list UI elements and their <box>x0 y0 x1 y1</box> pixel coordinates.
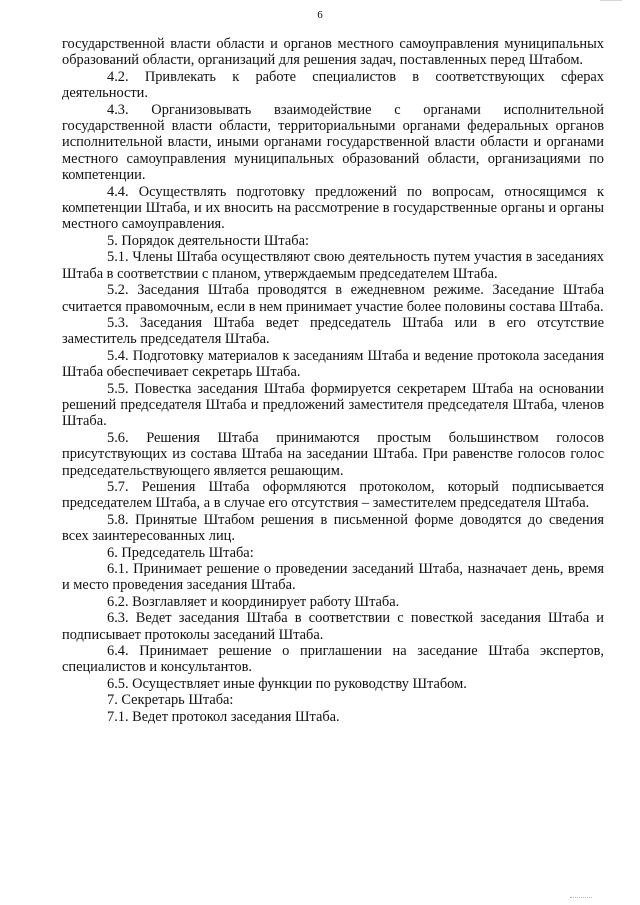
page-number: 6 <box>317 9 323 21</box>
paragraph: 5.2. Заседания Штаба проводятся в ежедневном режиме. Заседание Штаба считается правомочным, если в нем принимает участие более половины состава Штаба. <box>62 282 604 315</box>
paragraph: 5.5. Повестка заседания Штаба формируется секретарем Штаба на основании решений председателя Штаба и предложений заместителя председателя Штаба, членов Штаба. <box>62 380 604 430</box>
paragraph: 5.7. Решения Штаба оформляются протоколом, который подписывается председателем Штаба, а в случае его отсутствия – заместителем председателя Штаба. <box>62 478 604 512</box>
paragraph: 5. Порядок деятельности Штаба: <box>107 232 309 249</box>
paragraph: 6.4. Принимает решение о приглашении на заседание Штаба экспертов, специалистов и консультантов. <box>62 643 604 676</box>
paragraph: 6.2. Возглавляет и координирует работу Штаба. <box>107 593 400 610</box>
paragraph: государственной власти области и органов местного самоуправления муниципальных образований области, организаций для решения задач, поставленных перед Штабом. <box>62 36 604 69</box>
paragraph: 6.5. Осуществляет иные функции по руководству Штабом. <box>107 675 467 692</box>
paragraph: 7. Секретарь Штаба: <box>107 692 234 709</box>
scan-mark <box>570 897 592 901</box>
paragraph: 4.2. Привлекать к работе специалистов в соответствующих сферах деятельности. <box>62 68 604 102</box>
document-body <box>62 36 604 725</box>
paragraph: 5.6. Решения Штаба принимаются простым большинством голосов присутствующих из состава Штаба на заседании Штаба. При равенстве голосов голос председательствующего является решающим. <box>62 429 604 479</box>
paragraph: 4.3. Организовывать взаимодействие с органами исполнительной государственной власти области, территориальными органами федеральных органов исполнительной власти, иными органами государственной власти области и органами местного самоуправления муниципальных образований области, организациями по компетенции. <box>62 101 604 184</box>
paragraph: 5.4. Подготовку материалов к заседаниям Штаба и ведение протокола заседания Штаба обеспечивает секретарь Штаба. <box>62 347 604 381</box>
paragraph: 5.8. Принятые Штабом решения в письменной форме доводятся до сведения всех заинтересованных лиц. <box>62 511 604 545</box>
paragraph: 5.3. Заседания Штаба ведет председатель Штаба или в его отсутствие заместитель председателя Штаба. <box>62 314 604 348</box>
paragraph: 5.1. Члены Штаба осуществляют свою деятельность путем участия в заседаниях Штаба в соответствии с планом, утверждаемым председателем Штаба. <box>62 249 604 282</box>
paragraph: 6. Председатель Штаба: <box>107 544 254 561</box>
paragraph: 6.3. Ведет заседания Штаба в соответствии с повесткой заседания Штаба и подписывает протоколы заседаний Штаба. <box>62 610 604 643</box>
paragraph: 4.4. Осуществлять подготовку предложений по вопросам, относящимся к компетенции Штаба, и их вносить на рассмотрение в государственные органы и органы местного самоуправления. <box>62 183 604 233</box>
paragraph: 6.1. Принимает решение о проведении заседаний Штаба, назначает день, время и место проведения заседания Штаба. <box>62 561 604 594</box>
scan-mark <box>600 0 622 7</box>
paragraph: 7.1. Ведет протокол заседания Штаба. <box>107 708 340 725</box>
